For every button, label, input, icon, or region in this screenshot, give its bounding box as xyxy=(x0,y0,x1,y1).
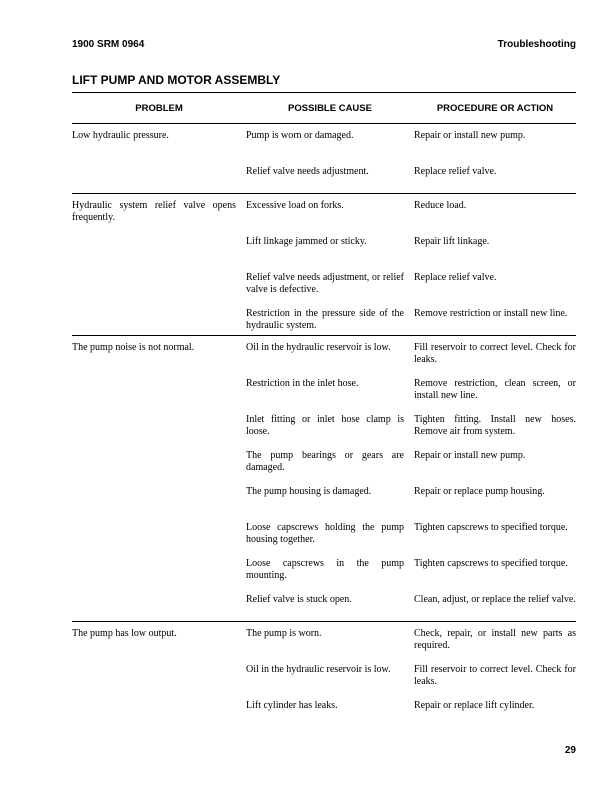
cause-cell: The pump housing is damaged. xyxy=(246,486,372,497)
action-cell: Tighten fitting. Install new hoses. Remove air from system. xyxy=(414,414,576,437)
table-row xyxy=(246,412,576,438)
troubleshooting-table xyxy=(72,92,576,727)
table-row xyxy=(246,556,576,582)
action-cell: Fill reservoir to correct level. Check for leaks. xyxy=(414,342,576,365)
action-cell: Remove restriction, clean screen, or install new line. xyxy=(414,378,576,401)
page-title: LIFT PUMP AND MOTOR ASSEMBLY xyxy=(72,73,281,87)
cause-cell: Relief valve is stuck open. xyxy=(246,594,352,605)
cause-cell: Relief valve needs adjustment. xyxy=(246,166,369,177)
cause-action-rows xyxy=(246,626,576,724)
table-body xyxy=(72,124,576,727)
table-row xyxy=(246,626,576,652)
cause-cell: Lift linkage jammed or sticky. xyxy=(246,236,367,247)
action-cell: Reduce load. xyxy=(414,200,467,211)
action-cell: Repair or replace pump housing. xyxy=(414,486,545,497)
action-cell: Replace relief valve. xyxy=(414,166,497,177)
action-cell: Tighten capscrews to specified torque. xyxy=(414,522,568,533)
cause-cell: Restriction in the inlet hose. xyxy=(246,378,359,389)
problem-cell: Hydraulic system relief valve opens frequently. xyxy=(72,200,236,223)
problem-cell: Low hydraulic pressure. xyxy=(72,130,169,141)
column-header-cause: POSSIBLE CAUSE xyxy=(288,102,372,114)
cause-cell: Excessive load on forks. xyxy=(246,200,344,211)
problem-group xyxy=(72,194,576,336)
header-section: Troubleshooting xyxy=(497,39,576,50)
page-number: 29 xyxy=(564,745,576,756)
action-cell: Check, repair, or install new parts as required. xyxy=(414,628,576,651)
action-cell: Replace relief valve. xyxy=(414,272,497,283)
cause-action-rows xyxy=(246,198,576,332)
table-row xyxy=(246,128,576,154)
table-row xyxy=(246,592,576,618)
cause-cell: Lift cylinder has leaks. xyxy=(246,700,338,711)
column-header-action: PROCEDURE OR ACTION xyxy=(436,102,554,114)
table-header xyxy=(72,93,576,124)
cause-cell: Oil in the hydraulic reservoir is low. xyxy=(246,664,391,675)
cause-cell: Relief valve needs adjustment, or relief valve is defective. xyxy=(246,272,404,295)
column-header-problem: PROBLEM xyxy=(135,102,183,114)
action-cell: Repair lift linkage. xyxy=(414,236,490,247)
table-row xyxy=(246,662,576,688)
action-cell: Repair or install new pump. xyxy=(414,450,526,461)
cause-cell: Pump is worn or damaged. xyxy=(246,130,354,141)
problem-group xyxy=(72,124,576,194)
cause-cell: Loose capscrews in the pump mounting. xyxy=(246,558,404,581)
header-doc-id: 1900 SRM 0964 xyxy=(72,39,145,50)
cause-cell: Restriction in the pressure side of the hydraulic system. xyxy=(246,308,404,331)
table-row xyxy=(246,448,576,474)
table-row xyxy=(246,164,576,190)
action-cell: Clean, adjust, or replace the relief valve. xyxy=(414,594,576,605)
action-cell: Tighten capscrews to specified torque. xyxy=(414,558,568,569)
cause-action-rows xyxy=(246,128,576,190)
action-cell: Remove restriction or install new line. xyxy=(414,308,568,319)
table-row xyxy=(246,520,576,546)
action-cell: Repair or replace lift cylinder. xyxy=(414,700,535,711)
table-row xyxy=(246,270,576,296)
problem-cell: The pump has low output. xyxy=(72,628,177,639)
cause-cell: Oil in the hydraulic reservoir is low. xyxy=(246,342,391,353)
table-row xyxy=(246,234,576,260)
cause-cell: Inlet fitting or inlet hose clamp is loose. xyxy=(246,414,404,437)
problem-cell: The pump noise is not normal. xyxy=(72,342,195,353)
table-row xyxy=(246,340,576,366)
action-cell: Fill reservoir to correct level. Check for leaks. xyxy=(414,664,576,687)
cause-cell: Loose capscrews holding the pump housing together. xyxy=(246,522,404,545)
cause-cell: The pump bearings or gears are damaged. xyxy=(246,450,404,473)
cause-action-rows xyxy=(246,340,576,618)
table-row xyxy=(246,376,576,402)
problem-group xyxy=(72,622,576,727)
problem-group xyxy=(72,336,576,622)
table-row xyxy=(246,484,576,510)
action-cell: Repair or install new pump. xyxy=(414,130,526,141)
table-row xyxy=(246,306,576,332)
table-row xyxy=(246,698,576,724)
cause-cell: The pump is worn. xyxy=(246,628,322,639)
table-row xyxy=(246,198,576,224)
